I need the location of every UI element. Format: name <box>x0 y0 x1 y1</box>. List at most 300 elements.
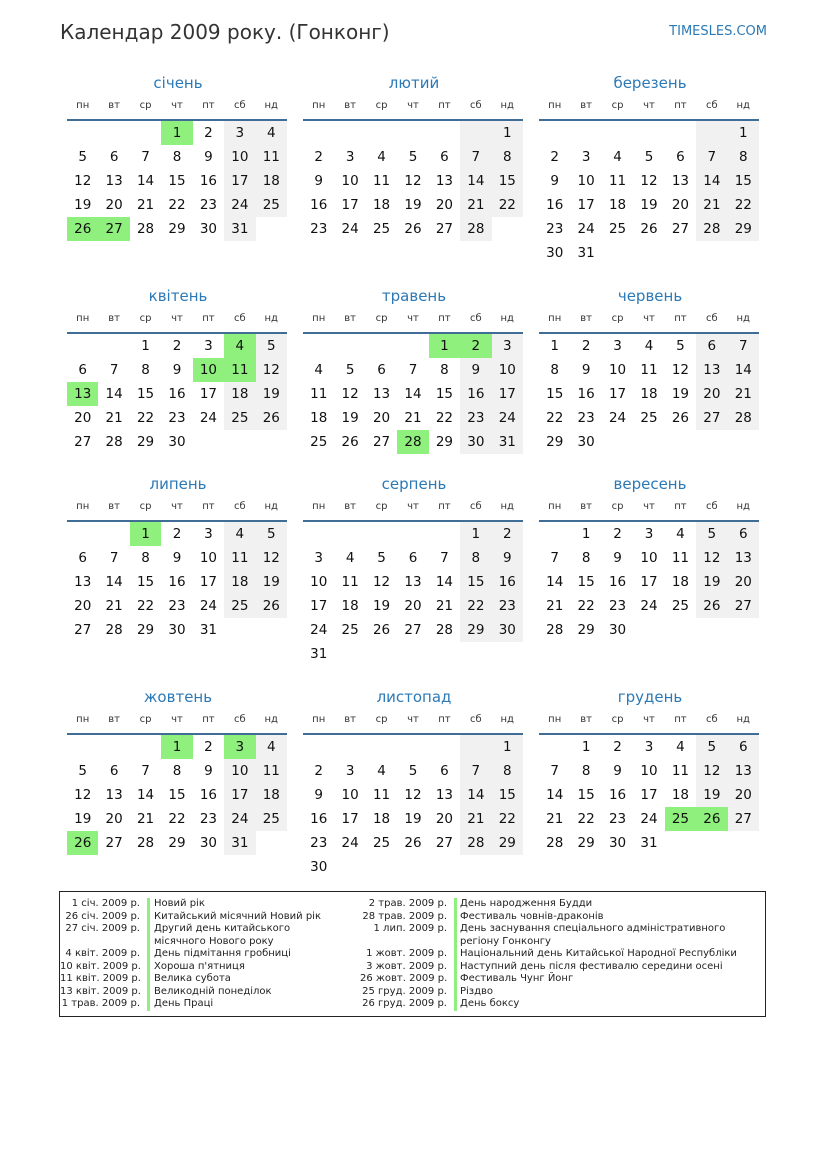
day-cell: 7 <box>550 763 559 779</box>
day-cell: 7 <box>728 334 759 358</box>
weekend-shade <box>696 121 727 145</box>
holiday-entry <box>360 986 765 999</box>
holiday-marker <box>147 948 150 961</box>
day-cell: 6 <box>440 149 449 165</box>
day-cell: 26 <box>696 594 727 618</box>
day-cell: 3 <box>644 739 654 755</box>
day-cell: 22 <box>136 598 155 614</box>
day-cell: 29 <box>546 434 564 450</box>
day-cell: 15 <box>136 574 155 590</box>
day-cell: 6 <box>377 362 386 378</box>
day-cell: 4 <box>345 550 355 566</box>
day-cell: 14 <box>105 386 123 402</box>
holiday-marker <box>454 998 457 1011</box>
weekday-label: пт <box>202 501 215 512</box>
day-cell: 3 <box>224 121 255 145</box>
weekday-header <box>539 312 761 326</box>
day-cell: 8 <box>728 145 759 169</box>
day-cell: 18 <box>608 197 627 213</box>
day-cell: 22 <box>546 410 564 426</box>
day-cell: 17 <box>492 382 523 406</box>
weekday-header <box>67 713 289 727</box>
day-cell: 8 <box>440 362 449 378</box>
weekday-label: нд <box>264 501 278 512</box>
weekday-label: нд <box>736 501 750 512</box>
holiday-marker <box>454 973 457 986</box>
day-cell: 27 <box>435 835 454 851</box>
weekday-header <box>67 500 289 514</box>
day-cell: 17 <box>608 386 627 402</box>
day-cell: 11 <box>224 546 255 570</box>
day-cell: 2 <box>613 526 622 542</box>
day-cell: 27 <box>74 434 92 450</box>
holiday-date: 13 квіт. 2009 р. <box>60 985 141 997</box>
holiday-date: 26 січ. 2009 р. <box>65 910 140 922</box>
holiday-day: 1 <box>429 334 460 358</box>
day-cell: 15 <box>577 787 595 803</box>
day-cell: 7 <box>109 550 119 566</box>
holiday-day: 25 <box>665 807 696 831</box>
holiday-date: 10 квіт. 2009 р. <box>60 960 141 972</box>
day-cell: 4 <box>377 763 386 779</box>
weekday-label: чт <box>407 501 419 512</box>
day-cell: 12 <box>256 358 287 382</box>
day-cell: 2 <box>613 739 622 755</box>
weekday-label: пт <box>674 100 687 111</box>
weekday-label: сб <box>469 501 482 512</box>
day-cell: 26 <box>256 594 287 618</box>
day-cell: 12 <box>372 574 391 590</box>
day-cell: 23 <box>577 410 595 426</box>
weekend-shade <box>460 735 491 759</box>
holiday-name: Різдво <box>460 985 494 997</box>
holiday-day: 4 <box>224 334 255 358</box>
holiday-name: Фестиваль Чунг Йонг <box>460 973 574 984</box>
day-cell: 24 <box>608 410 627 426</box>
day-cell: 19 <box>372 598 391 614</box>
weekday-label: чт <box>171 501 183 512</box>
day-cell: 3 <box>345 763 355 779</box>
day-cell: 2 <box>172 338 182 354</box>
day-cell: 3 <box>644 526 654 542</box>
day-cell: 19 <box>74 811 92 827</box>
weekday-label: нд <box>736 714 750 725</box>
day-cell: 4 <box>676 739 685 755</box>
holiday-marker <box>454 986 457 999</box>
day-cell: 10 <box>577 173 595 189</box>
day-cell: 17 <box>199 386 218 402</box>
day-cell: 17 <box>224 783 255 807</box>
holiday-day: 13 <box>67 382 98 406</box>
day-cell: 20 <box>728 570 759 594</box>
day-cell: 25 <box>310 434 328 450</box>
day-cell: 20 <box>105 197 123 213</box>
weekday-label: сб <box>469 313 482 324</box>
day-cell: 14 <box>136 173 155 189</box>
day-cell: 6 <box>78 550 87 566</box>
holiday-day: 2 <box>460 334 491 358</box>
day-cell: 19 <box>696 570 727 594</box>
weekday-label: вт <box>108 313 120 324</box>
holiday-day: 3 <box>224 735 255 759</box>
day-cell: 3 <box>581 149 591 165</box>
day-cell: 13 <box>671 173 690 189</box>
weekday-label: пн <box>312 100 326 111</box>
day-cell: 25 <box>256 193 287 217</box>
day-cell: 21 <box>546 598 564 614</box>
month-name: квітень <box>148 287 208 305</box>
day-cell: 24 <box>341 221 359 237</box>
day-cell: 30 <box>608 622 627 638</box>
holiday-day: 26 <box>67 831 98 855</box>
day-cell: 12 <box>671 362 690 378</box>
weekday-label: нд <box>264 313 278 324</box>
weekday-label: вт <box>108 100 120 111</box>
holiday-marker <box>147 986 150 999</box>
day-cell: 12 <box>404 173 422 189</box>
weekday-label: сб <box>233 313 246 324</box>
holiday-date: 11 квіт. 2009 р. <box>60 973 141 984</box>
weekday-label: сб <box>233 714 246 725</box>
day-cell: 5 <box>644 149 654 165</box>
day-cell: 14 <box>728 358 759 382</box>
day-cell: 13 <box>728 546 759 570</box>
day-cell: 5 <box>408 149 418 165</box>
day-cell: 2 <box>172 526 182 542</box>
day-cell: 17 <box>310 598 328 614</box>
day-cell: 7 <box>408 362 418 378</box>
month-name: травень <box>381 287 447 305</box>
day-cell: 22 <box>168 811 186 827</box>
holiday-name: День народження Будди <box>460 898 593 909</box>
holiday-entry <box>360 973 765 986</box>
day-cell: 14 <box>460 783 491 807</box>
day-cell: 6 <box>676 149 685 165</box>
day-cell: 2 <box>492 522 523 546</box>
day-cell: 14 <box>136 787 155 803</box>
holiday-date: 27 січ. 2009 р. <box>65 923 140 934</box>
holiday-name: Фестиваль човнів-драконів <box>460 910 604 922</box>
day-cell: 12 <box>256 546 287 570</box>
day-cell: 11 <box>341 574 359 590</box>
day-cell: 21 <box>435 598 454 614</box>
weekday-label: пт <box>674 714 687 725</box>
weekday-label: сб <box>705 714 718 725</box>
weekday-label: пн <box>76 313 90 324</box>
weekday-label: вт <box>344 501 356 512</box>
day-cell: 16 <box>546 197 564 213</box>
weekday-label: нд <box>264 100 278 111</box>
day-cell: 20 <box>74 410 92 426</box>
month-name: січень <box>153 74 203 92</box>
site-link[interactable]: TIMESLES.COM <box>669 24 767 39</box>
day-cell: 27 <box>728 807 759 831</box>
holiday-day: 1 <box>161 735 192 759</box>
day-cell: 13 <box>728 759 759 783</box>
day-cell: 31 <box>224 217 255 241</box>
holiday-entry <box>60 911 360 924</box>
day-cell: 25 <box>256 807 287 831</box>
holiday-name: Наступний день після фестивалю середини осені <box>460 960 723 972</box>
day-cell: 11 <box>372 787 391 803</box>
day-cell: 19 <box>671 386 690 402</box>
holiday-entry <box>360 961 765 974</box>
day-cell: 1 <box>492 735 523 759</box>
day-cell: 13 <box>372 386 391 402</box>
weekday-header <box>303 500 525 514</box>
day-cell: 15 <box>728 169 759 193</box>
day-cell: 18 <box>372 811 391 827</box>
day-cell: 26 <box>256 406 287 430</box>
day-cell: 23 <box>546 221 564 237</box>
day-cell: 15 <box>492 169 523 193</box>
holiday-date: 25 груд. 2009 р. <box>362 985 447 997</box>
month-name: лютий <box>388 74 440 92</box>
day-cell: 30 <box>310 859 328 875</box>
day-cell: 24 <box>577 221 595 237</box>
day-cell: 7 <box>550 550 559 566</box>
holiday-list <box>59 891 766 1017</box>
day-cell: 12 <box>696 759 727 783</box>
weekday-label: пн <box>76 100 90 111</box>
day-cell: 1 <box>492 121 523 145</box>
day-cell: 5 <box>696 522 727 546</box>
day-cell: 4 <box>644 338 654 354</box>
weekday-label: ср <box>611 501 624 512</box>
holiday-date: 1 трав. 2009 р. <box>61 998 140 1009</box>
day-cell: 25 <box>608 221 627 237</box>
weekday-header <box>539 500 761 514</box>
day-cell: 1 <box>550 338 559 354</box>
day-cell: 3 <box>613 338 622 354</box>
weekday-label: пт <box>202 313 215 324</box>
day-cell: 28 <box>546 835 564 851</box>
day-cell: 14 <box>546 574 564 590</box>
day-cell: 13 <box>435 173 454 189</box>
day-cell: 24 <box>310 622 328 638</box>
day-cell: 29 <box>168 221 186 237</box>
day-cell: 31 <box>640 835 658 851</box>
weekday-label: ср <box>611 714 624 725</box>
weekday-label: нд <box>500 313 514 324</box>
day-cell: 3 <box>492 334 523 358</box>
day-cell: 21 <box>105 410 123 426</box>
holiday-day: 1 <box>130 522 161 546</box>
day-cell: 28 <box>546 622 564 638</box>
weekday-label: чт <box>643 313 655 324</box>
weekday-label: вт <box>344 100 356 111</box>
day-cell: 8 <box>172 763 182 779</box>
day-cell: 6 <box>109 149 119 165</box>
holiday-entry <box>60 961 360 974</box>
day-cell: 13 <box>105 787 123 803</box>
day-cell: 4 <box>224 522 255 546</box>
day-cell: 21 <box>460 807 491 831</box>
day-cell: 6 <box>440 763 449 779</box>
day-cell: 17 <box>341 197 359 213</box>
weekday-label: пн <box>76 714 90 725</box>
holiday-date: 2 трав. 2009 р. <box>368 898 447 909</box>
day-cell: 9 <box>613 763 622 779</box>
holiday-name: День боксу <box>460 998 520 1009</box>
holiday-name: Новий рік <box>154 898 205 909</box>
weekday-label: чт <box>407 100 419 111</box>
holiday-date: 26 груд. 2009 р. <box>362 998 447 1009</box>
day-cell: 30 <box>199 221 218 237</box>
holiday-date: 1 лип. 2009 р. <box>373 923 447 934</box>
weekday-header <box>303 312 525 326</box>
weekday-label: пт <box>202 100 215 111</box>
day-cell: 28 <box>435 622 454 638</box>
day-cell: 18 <box>671 787 690 803</box>
day-cell: 9 <box>172 550 182 566</box>
day-cell: 12 <box>74 787 92 803</box>
day-cell: 9 <box>460 358 491 382</box>
day-cell: 10 <box>341 173 359 189</box>
day-cell: 9 <box>314 173 323 189</box>
day-cell: 18 <box>224 382 255 406</box>
day-cell: 11 <box>256 759 287 783</box>
day-cell: 9 <box>204 149 213 165</box>
weekend-shade <box>460 121 491 145</box>
day-cell: 22 <box>460 594 491 618</box>
day-cell: 12 <box>404 787 422 803</box>
holiday-name: Національний день Китайської Народної Республіки <box>460 948 737 959</box>
day-cell: 22 <box>577 811 595 827</box>
day-cell: 8 <box>141 362 150 378</box>
weekday-label: пн <box>548 714 562 725</box>
day-cell: 16 <box>492 570 523 594</box>
day-cell: 25 <box>224 594 255 618</box>
holiday-entry <box>60 923 360 948</box>
day-cell: 26 <box>404 221 422 237</box>
holiday-entry <box>60 986 360 999</box>
day-cell: 20 <box>696 382 727 406</box>
day-cell: 19 <box>256 382 287 406</box>
day-cell: 9 <box>581 362 591 378</box>
day-cell: 7 <box>109 362 119 378</box>
weekday-label: пт <box>674 313 687 324</box>
day-cell: 2 <box>314 763 323 779</box>
weekday-label: ср <box>375 100 388 111</box>
day-cell: 19 <box>404 811 422 827</box>
day-cell: 16 <box>310 811 328 827</box>
day-cell: 5 <box>696 735 727 759</box>
day-cell: 14 <box>435 574 454 590</box>
day-cell: 3 <box>345 149 355 165</box>
day-cell: 16 <box>310 197 328 213</box>
day-cell: 25 <box>341 622 359 638</box>
month-name: липень <box>149 475 207 493</box>
day-cell: 16 <box>168 386 186 402</box>
day-cell: 18 <box>372 197 391 213</box>
day-cell: 27 <box>671 221 690 237</box>
day-cell: 6 <box>696 334 727 358</box>
day-cell: 10 <box>224 759 255 783</box>
day-cell: 12 <box>341 386 359 402</box>
day-cell: 28 <box>136 221 155 237</box>
holiday-marker <box>454 923 457 948</box>
day-cell: 21 <box>136 811 155 827</box>
holiday-marker <box>454 948 457 961</box>
weekday-label: ср <box>611 313 624 324</box>
day-cell: 16 <box>199 173 218 189</box>
weekday-label: вт <box>580 714 592 725</box>
holiday-day: 26 <box>696 807 727 831</box>
holiday-name: День підмітання гробниці <box>154 948 291 959</box>
day-cell: 12 <box>74 173 92 189</box>
day-cell: 12 <box>696 546 727 570</box>
day-cell: 25 <box>372 835 391 851</box>
day-cell: 10 <box>608 362 627 378</box>
day-cell: 4 <box>256 121 287 145</box>
day-cell: 30 <box>168 622 186 638</box>
day-cell: 31 <box>199 622 218 638</box>
day-cell: 14 <box>460 169 491 193</box>
day-cell: 7 <box>460 759 491 783</box>
month-name: березень <box>613 74 687 92</box>
day-cell: 19 <box>256 570 287 594</box>
holiday-name: День Праці <box>154 998 214 1009</box>
weekday-label: ср <box>375 501 388 512</box>
day-cell: 7 <box>440 550 449 566</box>
holiday-date: 1 січ. 2009 р. <box>71 898 140 909</box>
day-cell: 1 <box>581 739 591 755</box>
day-cell: 17 <box>199 574 218 590</box>
day-cell: 15 <box>168 173 186 189</box>
weekday-header <box>303 713 525 727</box>
holiday-entry <box>360 948 765 961</box>
weekday-label: нд <box>500 714 514 725</box>
day-cell: 29 <box>460 618 491 642</box>
weekday-label: нд <box>736 100 750 111</box>
day-cell: 23 <box>492 594 523 618</box>
day-cell: 28 <box>460 217 491 241</box>
day-cell: 26 <box>404 835 422 851</box>
day-cell: 13 <box>696 358 727 382</box>
day-cell: 15 <box>492 783 523 807</box>
day-cell: 11 <box>608 173 627 189</box>
day-cell: 26 <box>671 410 690 426</box>
day-cell: 22 <box>728 193 759 217</box>
weekday-label: ср <box>139 714 152 725</box>
weekday-label: чт <box>171 313 183 324</box>
weekday-label: вт <box>344 714 356 725</box>
holiday-marker <box>454 911 457 924</box>
day-cell: 8 <box>581 550 591 566</box>
weekday-label: пн <box>548 501 562 512</box>
holiday-name: Великодній понеділок <box>154 985 272 997</box>
weekday-label: пн <box>76 501 90 512</box>
holiday-marker <box>147 898 150 911</box>
weekday-label: вт <box>580 501 592 512</box>
day-cell: 16 <box>577 386 595 402</box>
weekday-label: пт <box>438 100 451 111</box>
day-cell: 11 <box>640 362 658 378</box>
day-cell: 2 <box>204 739 213 755</box>
holiday-entry <box>360 923 765 948</box>
day-cell: 8 <box>492 145 523 169</box>
day-cell: 8 <box>460 546 491 570</box>
day-cell: 23 <box>460 406 491 430</box>
day-cell: 21 <box>460 193 491 217</box>
month-name: листопад <box>376 688 452 706</box>
day-cell: 10 <box>640 763 658 779</box>
day-cell: 8 <box>550 362 559 378</box>
day-cell: 28 <box>696 217 727 241</box>
day-cell: 31 <box>577 245 595 261</box>
day-cell: 7 <box>460 145 491 169</box>
